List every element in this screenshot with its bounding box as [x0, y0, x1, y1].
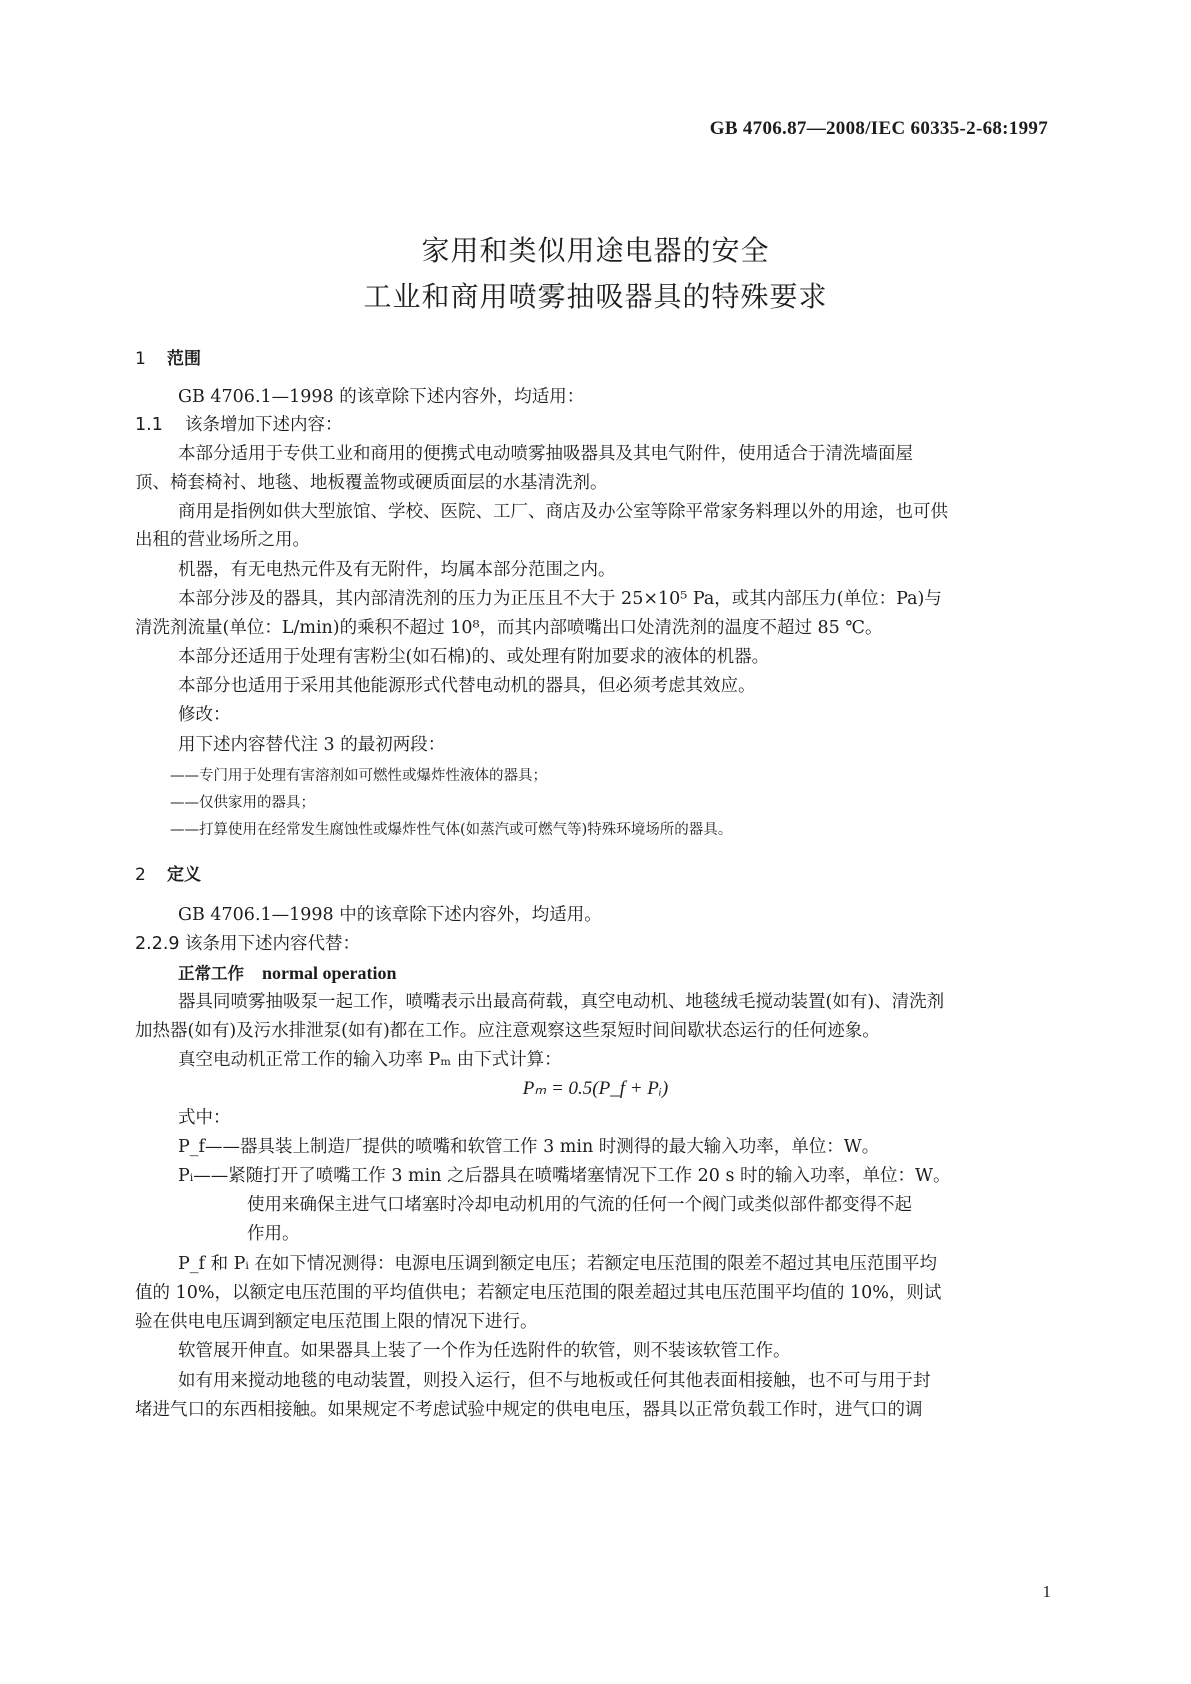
- paragraph-line: 机器，有无电热元件及有无附件，均属本部分范围之内。: [178, 560, 616, 580]
- paragraph-line: 真空电动机正常工作的输入功率 Pₘ 由下式计算：: [178, 1050, 562, 1070]
- paragraph-line: 本部分涉及的器具，其内部清洗剂的压力为正压且不大于 25×10⁵ Pa，或其内部压力(单位：Pa)与: [178, 589, 942, 609]
- title-line-2: 工业和商用喷雾抽吸器具的特殊要求: [363, 280, 828, 313]
- clause-text: 该条增加下述内容：: [185, 415, 343, 435]
- term-heading: [178, 961, 1098, 986]
- section-number: 1: [135, 349, 146, 369]
- paragraph-line: 值的 10%，以额定电压范围的平均值供电；若额定电压范围的限差超过其电压范围平均值的 10%，则试: [135, 1283, 942, 1303]
- paragraph-line: P_f 和 Pᵢ 在如下情况测得：电源电压调到额定电压；若额定电压范围的限差不超过其电压范围平均: [178, 1254, 937, 1274]
- replace-note: 用下述内容替代注 3 的最初两段：: [178, 735, 446, 755]
- clause-number: 1.1: [135, 415, 163, 435]
- clause-1-1: [135, 413, 1055, 437]
- paragraph-line: 软管展开伸直。如果器具上装了一个作为任选附件的软管，则不装该软管工作。: [178, 1341, 791, 1361]
- power-formula: Pₘ = 0.5(P_f + Pᵢ): [522, 1078, 669, 1099]
- pi-definition-continued: 使用来确保主进气口堵塞时冷却电动机用的气流的任何一个阀门或类似部件都变得不起: [247, 1195, 912, 1215]
- term-english: normal operation: [262, 963, 397, 983]
- paragraph-line: 商用是指例如供大型旅馆、学校、医院、工厂、商店及办公室等除平常家务料理以外的用途，也可供: [178, 502, 948, 522]
- section-2-intro: GB 4706.1—1998 中的该章除下述内容外，均适用。: [178, 905, 602, 925]
- paragraph-line: 验在供电电压调到额定电压范围上限的情况下进行。: [135, 1312, 538, 1332]
- paragraph-line: 清洗剂流量(单位：L/min)的乘积不超过 10⁸，而其内部喷嘴出口处清洗剂的温度不超过 85 ℃。: [135, 618, 883, 638]
- dash-item: ——仅供家用的器具；: [170, 795, 315, 811]
- section-1-heading: [135, 344, 201, 369]
- paragraph-line: 堵进气口的东西相接触。如果规定不考虑试验中规定的供电电压，器具以正常负载工作时，进气口的调: [135, 1400, 923, 1420]
- paragraph-line: 本部分适用于专供工业和商用的便携式电动喷雾抽吸器具及其电气附件，使用适合于清洗墙面屋: [178, 444, 913, 464]
- where-label: 式中：: [178, 1108, 231, 1128]
- section-1-intro: GB 4706.1—1998 的该章除下述内容外，均适用：: [178, 387, 585, 407]
- paragraph-line: 出租的营业场所之用。: [135, 530, 310, 550]
- section-number: 2: [135, 865, 146, 885]
- standard-code: GB 4706.87—2008/IEC 60335-2-68:1997: [709, 118, 1048, 139]
- paragraph-line: 加热器(如有)及污水排泄泵(如有)都在工作。应注意观察这些泵短时间间歇状态运行的任何迹象。: [135, 1021, 880, 1041]
- title-line-1: 家用和类似用途电器的安全: [421, 234, 770, 267]
- clause-2-2-9: [135, 932, 1055, 956]
- paragraph-line: 顶、椅套椅衬、地毯、地板覆盖物或硬质面层的水基清洗剂。: [135, 473, 608, 493]
- term-chinese: 正常工作: [178, 964, 244, 983]
- pi-definition: Pᵢ——紧随打开了喷嘴工作 3 min 之后器具在喷嘴堵塞情况下工作 20 s 时的输入功率，单位：W。: [178, 1166, 951, 1186]
- dash-item: ——打算使用在经常发生腐蚀性或爆炸性气体(如蒸汽或可燃气等)特殊环境场所的器具。: [170, 822, 733, 838]
- section-title: 定义: [167, 865, 201, 885]
- paragraph-line: 本部分还适用于处理有害粉尘(如石棉)的、或处理有附加要求的液体的机器。: [178, 647, 770, 667]
- modify-label: 修改：: [178, 705, 231, 725]
- clause-number: 2.2.9: [135, 934, 180, 954]
- paragraph-line: 本部分也适用于采用其他能源形式代替电动机的器具，但必须考虑其效应。: [178, 676, 756, 696]
- page-number: 1: [1042, 1582, 1051, 1601]
- clause-text: 该条用下述内容代替：: [185, 934, 360, 954]
- section-title: 范围: [167, 349, 201, 369]
- dash-item: ——专门用于处理有害溶剂如可燃性或爆炸性液体的器具；: [170, 768, 547, 784]
- pf-definition: P_f——器具装上制造厂提供的喷嘴和软管工作 3 min 时测得的最大输入功率，单位：W。: [178, 1137, 880, 1157]
- paragraph-line: 如有用来搅动地毯的电动装置，则投入运行，但不与地板或任何其他表面相接触，也不可与用于封: [178, 1371, 931, 1391]
- paragraph-line: 器具同喷雾抽吸泵一起工作，喷嘴表示出最高荷载，真空电动机、地毯绒毛搅动装置(如有)、清洗剂: [178, 992, 945, 1012]
- section-2-heading: [135, 860, 201, 885]
- pi-definition-continued: 作用。: [247, 1224, 300, 1244]
